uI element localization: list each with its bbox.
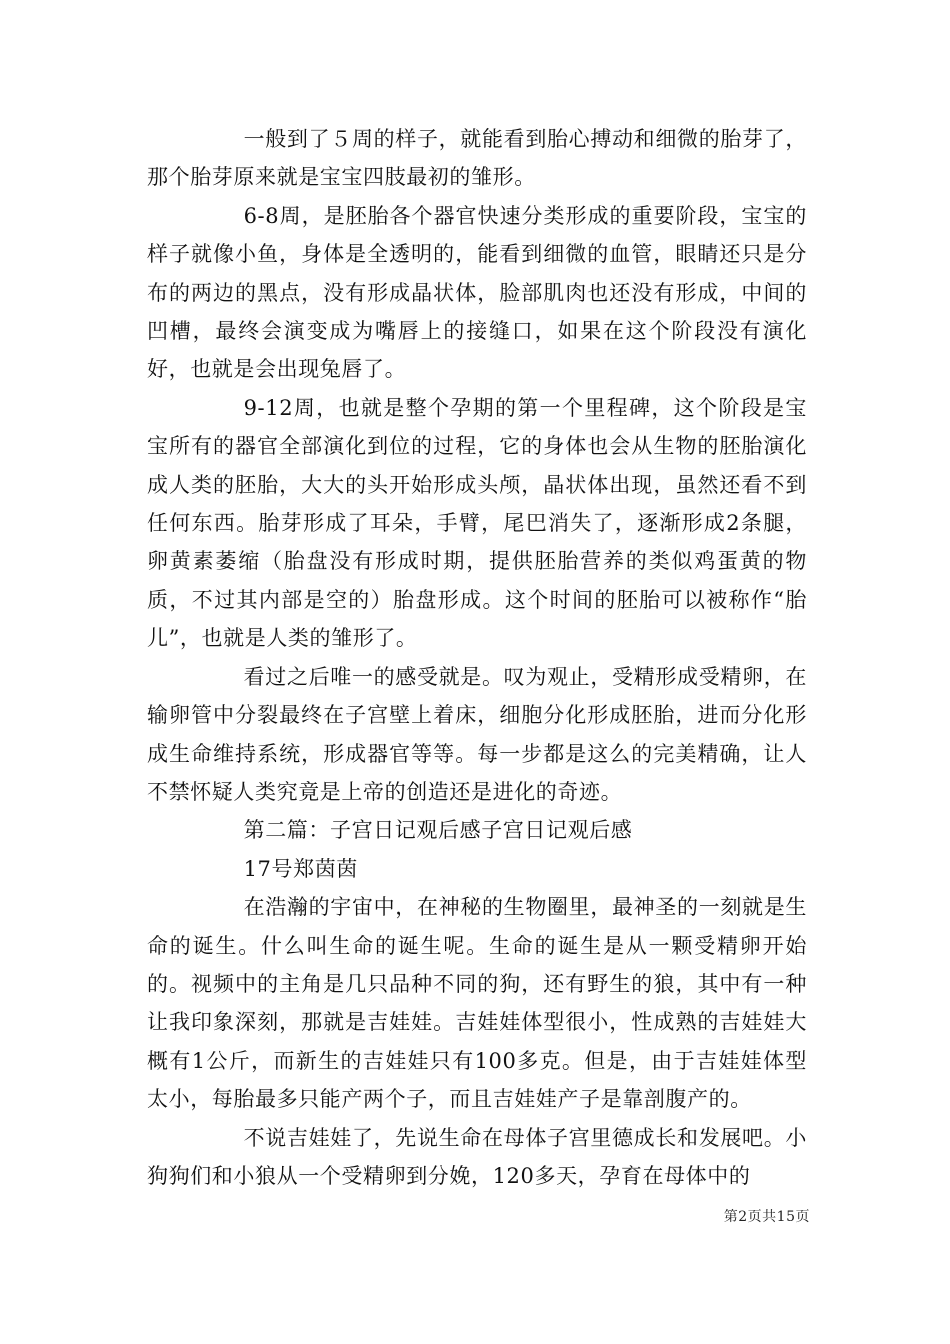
paragraph-birth-of-life: 在浩瀚的宇宙中，在神秘的生物圈里，最神圣的一刻就是生命的诞生。什么叫生命的诞生呢。生命的诞生是从一颗受精卵开始的。视频中的主角是几只品种不同的狗，还有野生的狼，其中有一种让我印象深刻，那就是吉娃娃。吉娃娃体型很小，性成熟的吉娃娃大概有1公斤，而新生的吉娃娃只有100多克。但是，由于吉娃娃体型太小，每胎最多只能产两个子，而且吉娃娃产子是靠剖腹产的。	[147, 895, 807, 1112]
document-body	[147, 120, 807, 1195]
author-line: 17号郑茵茵	[243, 856, 358, 881]
paragraph-week-5: 一般到了５周的样子，就能看到胎心搏动和细微的胎芽了，那个胎芽原来就是宝宝四肢最初的雏形。	[147, 127, 807, 190]
paragraph-growth: 不说吉娃娃了，先说生命在母体子宫里德成长和发展吧。小狗狗们和小狼从一个受精卵到分娩，120多天，孕育在母体中的	[147, 1125, 807, 1188]
section-title: 第二篇：子宫日记观后感子宫日记观后感	[243, 818, 633, 843]
paragraph-reflection: 看过之后唯一的感受就是。叹为观止，受精形成受精卵，在输卵管中分裂最终在子宫壁上着床，细胞分化形成胚胎，进而分化形成生命维持系统，形成器官等等。每一步都是这么的完美精确，让人不禁怀疑人类究竟是上帝的创造还是进化的奇迹。	[147, 664, 807, 804]
paragraph-week-6-8: 6-8周，是胚胎各个器官快速分类形成的重要阶段，宝宝的样子就像小鱼，身体是全透明的，能看到细微的血管，眼睛还只是分布的两边的黑点，没有形成晶状体，脸部肌肉也还没有形成，中间的凹槽，最终会演变成为嘴唇上的接缝口，如果在这个阶段没有演化好，也就是会出现兔唇了。	[147, 203, 807, 382]
page-number: 第2页共15页	[723, 1209, 810, 1225]
paragraph-week-9-12: 9-12周，也就是整个孕期的第一个里程碑，这个阶段是宝宝所有的器官全部演化到位的过程，它的身体也会从生物的胚胎演化成人类的胚胎，大大的头开始形成头颅，晶状体出现，虽然还看不到任何东西。胎芽形成了耳朵，手臂，尾巴消失了，逐渐形成2条腿，卵黄素萎缩（胎盘没有形成时期，提供胚胎营养的类似鸡蛋黄的物质，不过其内部是空的）胎盘形成。这个时间的胚胎可以被称作“胎儿”，也就是人类的雏形了。	[147, 395, 807, 651]
